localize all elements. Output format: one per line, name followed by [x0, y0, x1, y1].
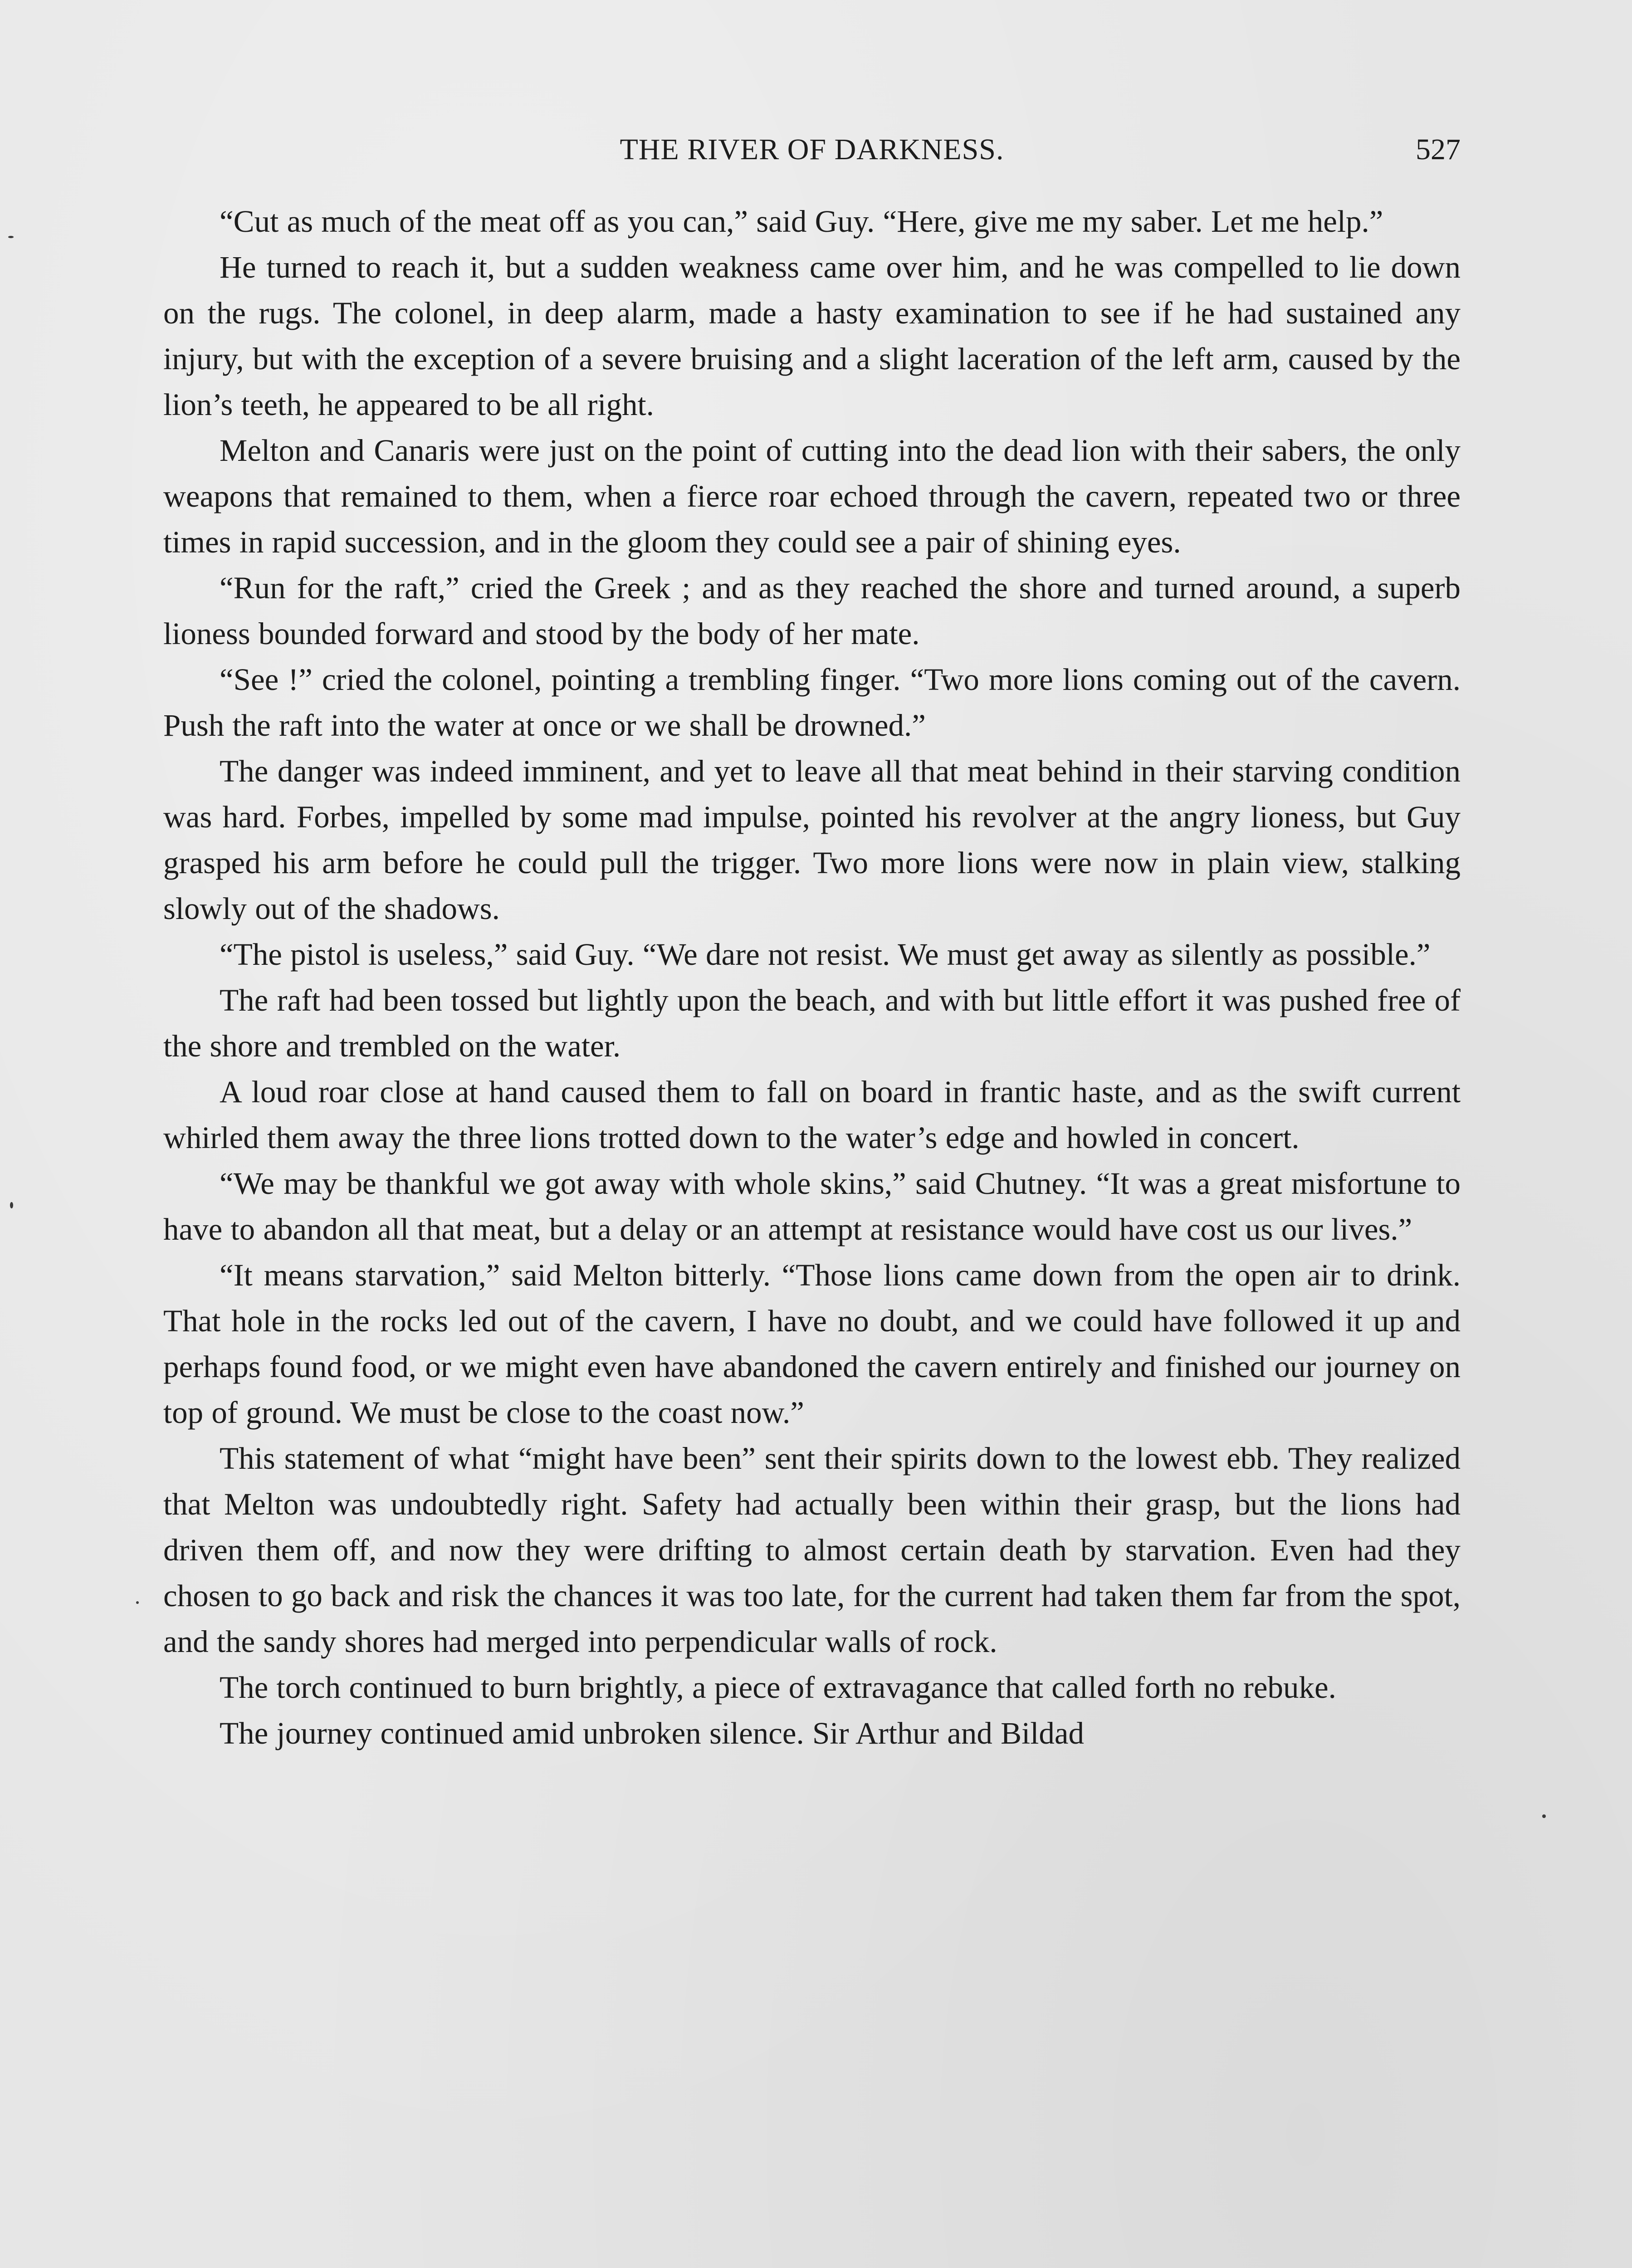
paragraph: The danger was indeed imminent, and yet to leave all that meat behind in their starving condition was hard. Forbes, impelled by some mad impulse, pointed his revolver at the angry lioness, but Guy grasped his arm before he could pull the trigger. Two more lions were now in plain view, stalking slowly out of the shadows.: [163, 754, 1461, 926]
paragraph: “Run for the raft,” cried the Greek ; and as they reached the shore and turned around, a superb lioness bounded forward and stood by the body of her mate.: [163, 571, 1461, 651]
paragraph: “We may be thankful we got away with whole skins,” said Chutney. “It was a great misfortune to have to abandon all that meat, but a delay or an attempt at resistance would have cost us our lives.”: [163, 1166, 1461, 1246]
scan-speck: [1542, 1814, 1546, 1818]
scan-speck: [10, 1202, 13, 1208]
paragraph: “The pistol is useless,” said Guy. “We dare not resist. We must get away as silently as possible.”: [220, 937, 1431, 972]
running-title: THE RIVER OF DARKNESS.: [620, 133, 1004, 166]
paragraph: A loud roar close at hand caused them to fall on board in frantic haste, and as the swift current whirled them away the three lions trotted down to the water’s edge and howled in concert.: [163, 1075, 1461, 1155]
paragraph: Melton and Canaris were just on the point of cutting into the dead lion with their sabers, the only weapons that remained to them, when a fierce roar echoed through the cavern, repeated two or three times in rapid succession, and in the gloom they could see a pair of shining eyes.: [163, 433, 1461, 559]
page-header: [163, 132, 1461, 173]
scan-speck: [8, 236, 14, 238]
paragraph: “Cut as much of the meat off as you can,” said Guy. “Here, give me my saber. Let me help.”: [220, 204, 1383, 239]
paragraph: This statement of what “might have been” sent their spirits down to the lowest ebb. They realized that Melton was undoubtedly right. Safety had actually been within their grasp, but the lions had driven them off, and now they were drifting to almost certain death by starvation. Even had they chosen to go back and risk the chances it was too late, for the current had taken them far from the spot, and the sandy shores had merged into perpendicular walls of rock.: [163, 1441, 1461, 1659]
paragraph: The journey continued amid unbroken silence. Sir Arthur and Bildad: [220, 1716, 1085, 1750]
paragraph: “See !” cried the colonel, pointing a trembling finger. “Two more lions coming out of the cavern. Push the raft into the water at once or we shall be drowned.”: [163, 662, 1461, 743]
paragraph: He turned to reach it, but a sudden weakness came over him, and he was compelled to lie down on the rugs. The colonel, in deep alarm, made a hasty examination to see if he had sustained any injury, but with the exception of a severe bruising and a slight laceration of the left arm, caused by the lion’s teeth, he appeared to be all right.: [163, 250, 1461, 422]
scan-speck: [136, 1601, 139, 1604]
paragraph: “It means starvation,” said Melton bitterly. “Those lions came down from the open air to drink. That hole in the rocks led out of the cavern, I have no doubt, and we could have followed it up and perhaps found food, or we might even have abandoned the cavern entirely and finished our journey on top of ground. We must be close to the coast now.”: [163, 1258, 1461, 1430]
paragraph: The torch continued to burn brightly, a piece of extravagance that called forth no rebuke.: [220, 1670, 1336, 1705]
body-text: [163, 199, 1461, 1756]
paragraph: The raft had been tossed but lightly upon the beach, and with but little effort it was pushed free of the shore and trembled on the water.: [163, 983, 1461, 1063]
page-number: 527: [1416, 133, 1461, 166]
